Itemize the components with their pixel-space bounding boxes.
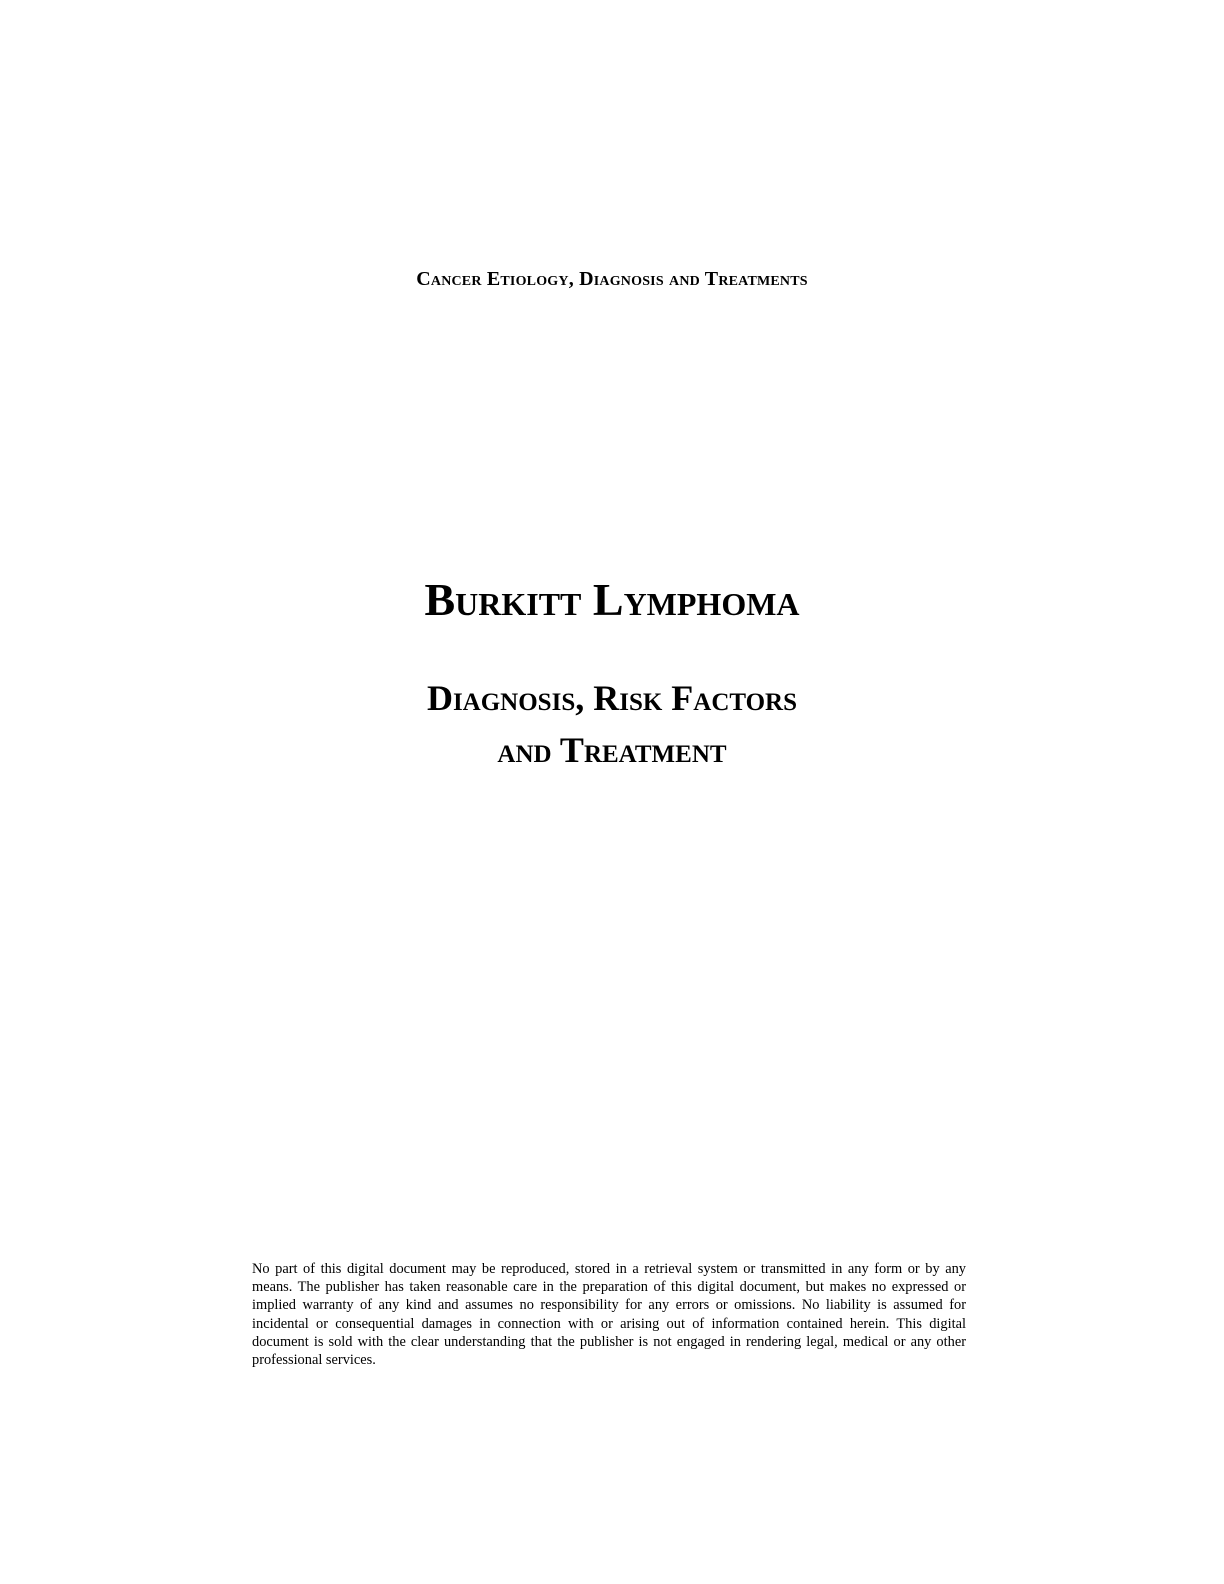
copyright-disclaimer: No part of this digital document may be reproduced, stored in a retrieval system or transmitted in any form or by any means. The publisher has taken reasonable care in the preparation of this digital document, but makes no expressed or implied warranty of any kind and assumes no responsibility for any errors or omissions. No liability is assumed for incidental or consequential damages in connection with or arising out of information contained herein. This digital document is sold with the clear understanding that the publisher is not engaged in rendering legal, medical or any other professional services. (252, 1261, 966, 1369)
book-subtitle-line-2: and Treatment (497, 730, 727, 770)
book-subtitle-line-1: Diagnosis, Risk Factors (426, 678, 798, 718)
book-title: Burkitt Lymphoma (424, 574, 800, 625)
series-title: Cancer Etiology, Diagnosis and Treatments (416, 268, 808, 290)
book-subtitle (0, 672, 1224, 776)
